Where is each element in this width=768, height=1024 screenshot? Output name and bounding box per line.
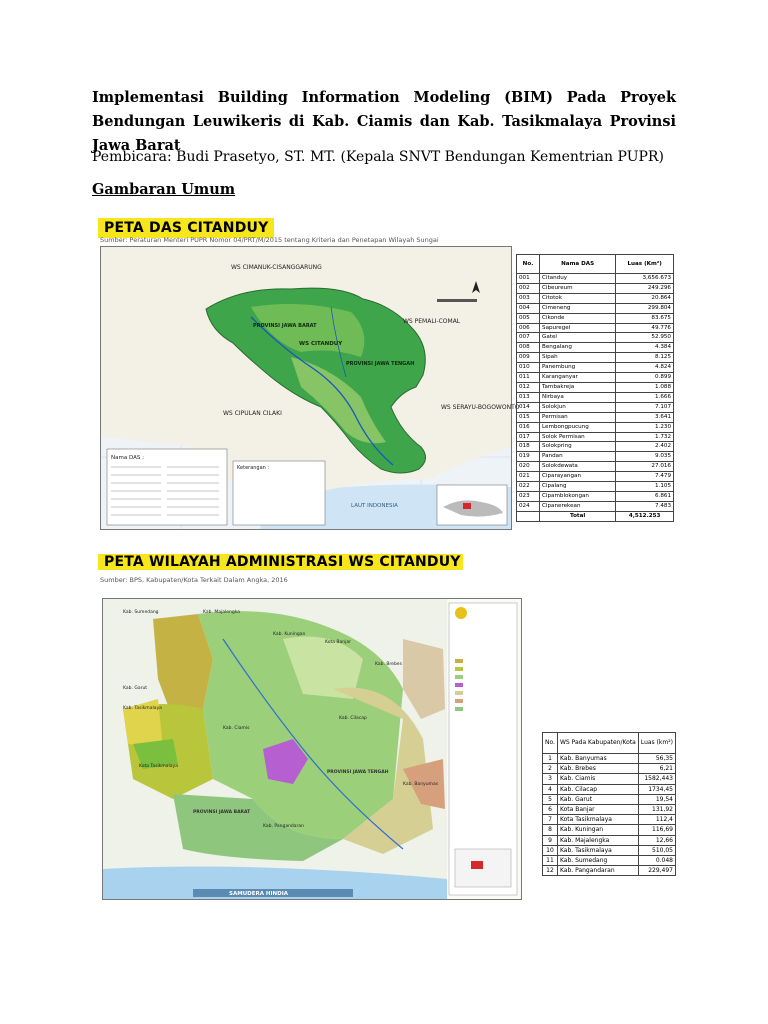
das-cell-name: Cikonde — [540, 313, 616, 323]
das-cell-no: 020 — [517, 462, 540, 472]
table-row — [517, 343, 674, 353]
das-cell-area: 1.666 — [616, 392, 674, 402]
das-cell-name: Cimeneng — [540, 303, 616, 313]
das-cell-no: 018 — [517, 442, 540, 452]
table-row — [543, 856, 676, 866]
das-cell-no: 008 — [517, 343, 540, 353]
label-samudera: SAMUDERA HINDIA — [229, 891, 289, 897]
das-cell-no: 009 — [517, 353, 540, 363]
das-cell-no: 022 — [517, 482, 540, 492]
das-cell-no: 023 — [517, 491, 540, 501]
das-map-source: Sumber: Peraturan Menteri PUPR Nomor 04/PRT/M/2015 tentang Kriteria dan Penetapan Wilayah Sungai — [100, 236, 439, 244]
ws-cell-no: 6 — [543, 805, 558, 815]
das-cell-no: 001 — [517, 274, 540, 284]
das-cell-no: 019 — [517, 452, 540, 462]
ws-cell-area: 1582,443 — [638, 774, 675, 784]
das-cell-area: 3,656.673 — [616, 274, 674, 284]
das-cell-name: Permisan — [540, 412, 616, 422]
label-ws-citanduy: WS CITANDUY — [299, 341, 343, 347]
table-row — [543, 754, 676, 764]
ws-cell-name: Kab. Garut — [557, 794, 638, 804]
ws-cell-no: 8 — [543, 825, 558, 835]
das-cell-name: Gatel — [540, 333, 616, 343]
das-cell-area: 9.035 — [616, 452, 674, 462]
table-row — [517, 402, 674, 412]
ws-cell-name: Kab. Kuningan — [557, 825, 638, 835]
ws-cell-no: 12 — [543, 866, 558, 876]
label-ws-west: WS CIPULAN CILAKI — [223, 410, 282, 417]
das-cell-no: 021 — [517, 472, 540, 482]
das-cell-area: 1.230 — [616, 422, 674, 432]
label-garut: Kab. Garut — [123, 686, 148, 691]
das-total-value: 4,512.253 — [616, 511, 674, 521]
table-row — [517, 462, 674, 472]
admin-map-graphic — [103, 599, 521, 899]
das-cell-name: Panembung — [540, 363, 616, 373]
das-cell-area: 7.483 — [616, 501, 674, 511]
das-cell-area: 249.296 — [616, 283, 674, 293]
ws-cell-name: Kab. Majalengka — [557, 835, 638, 845]
das-cell-no: 024 — [517, 501, 540, 511]
label-majalengka: Kab. Majalengka — [203, 610, 241, 615]
table-row — [517, 382, 674, 392]
admin-map-title-wrap — [98, 552, 463, 572]
table-row — [543, 825, 676, 835]
ws-cell-name: Kota Banjar — [557, 805, 638, 815]
das-cell-no: 011 — [517, 373, 540, 383]
inset-highlight — [463, 503, 471, 509]
label-kota-banjar: Kota Banjar — [325, 640, 351, 645]
ws-cell-name: Kab. Pangandaran — [557, 866, 638, 876]
table-row — [517, 472, 674, 482]
ws-cell-no: 4 — [543, 784, 558, 794]
ws-cell-no: 3 — [543, 774, 558, 784]
das-cell-area: 0.899 — [616, 373, 674, 383]
table-row — [517, 491, 674, 501]
label-kota-tasik: Kota Tasikmalaya — [139, 764, 178, 769]
table-row — [543, 835, 676, 845]
das-map-image — [100, 246, 520, 530]
das-cell-no: 005 — [517, 313, 540, 323]
table-row — [517, 422, 674, 432]
label-banyumas: Kab. Banyumas — [403, 782, 439, 787]
table-row — [517, 303, 674, 313]
table-row — [543, 866, 676, 876]
das-cell-no: 013 — [517, 392, 540, 402]
ws-cell-no: 7 — [543, 815, 558, 825]
label-jabar: PROVINSI JAWA BARAT — [193, 810, 251, 815]
das-cell-no: 003 — [517, 293, 540, 303]
das-cell-area: 20.864 — [616, 293, 674, 303]
table-row — [543, 845, 676, 855]
das-cell-name: Bengalang — [540, 343, 616, 353]
table-row — [543, 815, 676, 825]
das-cell-name: Pandan — [540, 452, 616, 462]
das-cell-name: Cipalang — [540, 482, 616, 492]
das-cell-name: Solok Permisan — [540, 432, 616, 442]
label-ws-east: WS PEMALI-COMAL — [403, 318, 461, 325]
das-cell-area: 1.732 — [616, 432, 674, 442]
ws-cell-name: Kota Tasikmalaya — [557, 815, 638, 825]
label-pangandaran: Kab. Pangandaran — [263, 824, 305, 829]
table-row — [517, 482, 674, 492]
das-cell-no: 010 — [517, 363, 540, 373]
speaker-line: Pembicara: Budi Prasetyo, ST. MT. (Kepala SNVT Bendungan Kementrian PUPR) — [92, 149, 664, 165]
das-map-title: PETA DAS CITANDUY — [98, 218, 274, 238]
label-ws-southeast: WS SERAYU-BOGOWONTO — [441, 404, 520, 411]
table-row — [517, 323, 674, 333]
ws-cell-area: 1734,45 — [638, 784, 675, 794]
table-row — [517, 274, 674, 284]
table-row — [517, 392, 674, 402]
das-cell-no: 012 — [517, 382, 540, 392]
das-cell-no: 007 — [517, 333, 540, 343]
das-col-no: No. — [517, 255, 540, 274]
das-cell-name: Solokdewata — [540, 462, 616, 472]
label-province-jateng: PROVINSI JAWA TENGAH — [346, 361, 415, 367]
das-total-label: Total — [540, 511, 616, 521]
das-cell-no: 016 — [517, 422, 540, 432]
ws-cell-area: 19,54 — [638, 794, 675, 804]
ws-cell-area: 131,92 — [638, 805, 675, 815]
das-total-row — [517, 511, 674, 521]
section-heading: Gambaran Umum — [92, 181, 236, 198]
table-row — [517, 373, 674, 383]
das-cell-name: Sapuregel — [540, 323, 616, 333]
das-cell-area: 4.384 — [616, 343, 674, 353]
das-cell-no: 004 — [517, 303, 540, 313]
ws-cell-no: 11 — [543, 856, 558, 866]
legend-keterangan-title: Keterangan : — [237, 465, 270, 471]
table-row — [517, 432, 674, 442]
label-jateng: PROVINSI JAWA TENGAH — [327, 770, 389, 775]
ws-cell-no: 2 — [543, 764, 558, 774]
das-cell-no: 015 — [517, 412, 540, 422]
das-cell-name: Tambakreja — [540, 382, 616, 392]
das-cell-area: 7.479 — [616, 472, 674, 482]
das-cell-area: 83.675 — [616, 313, 674, 323]
das-map-figure — [92, 210, 684, 532]
scale-bar — [437, 299, 477, 302]
ws-cell-area: 510,05 — [638, 845, 675, 855]
ws-cell-area: 56,35 — [638, 754, 675, 764]
ws-cell-name: Kab. Banyumas — [557, 754, 638, 764]
das-cell-area: 299.804 — [616, 303, 674, 313]
ws-cell-no: 10 — [543, 845, 558, 855]
das-cell-area: 52.950 — [616, 333, 674, 343]
ws-cell-area: 112,4 — [638, 815, 675, 825]
das-cell-name: Ciparayangan — [540, 472, 616, 482]
ws-col-area: Luas (km²) — [638, 733, 675, 754]
ws-cell-name: Kab. Tasikmalaya — [557, 845, 638, 855]
das-cell-name: Cibeureum — [540, 283, 616, 293]
ws-cell-name: Kab. Sumedang — [557, 856, 638, 866]
das-cell-no: 002 — [517, 283, 540, 293]
label-brebes: Kab. Brebes — [375, 662, 402, 667]
label-province-jabar: PROVINSI JAWA BARAT — [253, 323, 317, 329]
table-row — [517, 313, 674, 323]
das-cell-name: Cipanerekean — [540, 501, 616, 511]
label-ciamis: Kab. Ciamis — [223, 726, 250, 731]
das-cell-no: 006 — [517, 323, 540, 333]
label-sea: LAUT INDONESIA — [351, 503, 398, 509]
table-row — [517, 363, 674, 373]
das-cell-area: 27.016 — [616, 462, 674, 472]
admin-inset-highlight — [471, 861, 483, 869]
ws-cell-no: 9 — [543, 835, 558, 845]
table-row — [543, 784, 676, 794]
label-ws-north: WS CIMANUK-CISANGGARUNG — [231, 264, 322, 271]
das-cell-area: 4.824 — [616, 363, 674, 373]
ws-col-name: WS Pada Kabupaten/Kota — [557, 733, 638, 754]
ws-cell-area: 6,21 — [638, 764, 675, 774]
das-col-name: Nama DAS — [540, 255, 616, 274]
ws-cell-name: Kab. Ciamis — [557, 774, 638, 784]
das-cell-area: 2.402 — [616, 442, 674, 452]
ws-cell-no: 5 — [543, 794, 558, 804]
table-row — [517, 333, 674, 343]
table-row — [517, 501, 674, 511]
ws-cell-area: 12,66 — [638, 835, 675, 845]
admin-map-image — [102, 598, 522, 900]
das-cell-name: Sipah — [540, 353, 616, 363]
label-kuningan: Kab. Kuningan — [273, 632, 306, 637]
das-cell-area: 8.125 — [616, 353, 674, 363]
label-cilacap: Kab. Cilacap — [339, 716, 367, 721]
das-area-table — [516, 254, 674, 522]
table-row — [543, 774, 676, 784]
ws-cell-no: 1 — [543, 754, 558, 764]
das-total-empty — [517, 511, 540, 521]
das-cell-area: 49.776 — [616, 323, 674, 333]
admin-map-source: Sumber: BPS, Kabupaten/Kota Terkait Dalam Angka, 2016 — [100, 576, 288, 584]
das-cell-name: Solokpring — [540, 442, 616, 452]
ws-cell-name: Kab. Brebes — [557, 764, 638, 774]
das-cell-area: 1.105 — [616, 482, 674, 492]
das-cell-area: 7.107 — [616, 402, 674, 412]
das-cell-no: 017 — [517, 432, 540, 442]
table-row — [517, 283, 674, 293]
das-cell-name: Lembongpucung — [540, 422, 616, 432]
das-cell-name: Nirbaya — [540, 392, 616, 402]
das-cell-area: 1.088 — [616, 382, 674, 392]
ws-district-table — [542, 732, 676, 876]
table-row — [517, 293, 674, 303]
table-row — [543, 805, 676, 815]
ws-cell-area: 116,69 — [638, 825, 675, 835]
das-cell-area: 3.641 — [616, 412, 674, 422]
admin-map-title: PETA WILAYAH ADMINISTRASI WS CITANDUY — [98, 554, 463, 570]
table-row — [543, 764, 676, 774]
das-cell-name: Karanganyar — [540, 373, 616, 383]
das-cell-area: 6.861 — [616, 491, 674, 501]
das-col-area: Luas (Km²) — [616, 255, 674, 274]
table-row — [517, 442, 674, 452]
table-row — [517, 412, 674, 422]
das-cell-no: 014 — [517, 402, 540, 412]
das-cell-name: Cipamblokongan — [540, 491, 616, 501]
ws-cell-area: 0.048 — [638, 856, 675, 866]
das-cell-name: Solokjun — [540, 402, 616, 412]
das-cell-name: Citanduy — [540, 274, 616, 284]
table-row — [517, 452, 674, 462]
legend-das-title: Nama DAS : — [111, 455, 144, 461]
das-cell-name: Citotok — [540, 293, 616, 303]
ministry-logo-icon — [455, 607, 467, 619]
das-map-graphic — [101, 247, 520, 529]
admin-map-figure — [92, 546, 684, 906]
table-row — [517, 353, 674, 363]
ws-col-no: No. — [543, 733, 558, 754]
label-sumedang: Kab. Sumedang — [123, 610, 159, 615]
label-tasikmalaya: Kab. Tasikmalaya — [123, 706, 162, 711]
table-row — [543, 794, 676, 804]
ws-cell-name: Kab. Cilacap — [557, 784, 638, 794]
ws-cell-area: 229,497 — [638, 866, 675, 876]
document-title: Implementasi Building Information Modeling (BIM) Pada Proyek Bendungan Leuwikeris di Kab. Ciamis dan Kab. Tasikmalaya Provinsi Jawa Barat — [92, 89, 676, 154]
